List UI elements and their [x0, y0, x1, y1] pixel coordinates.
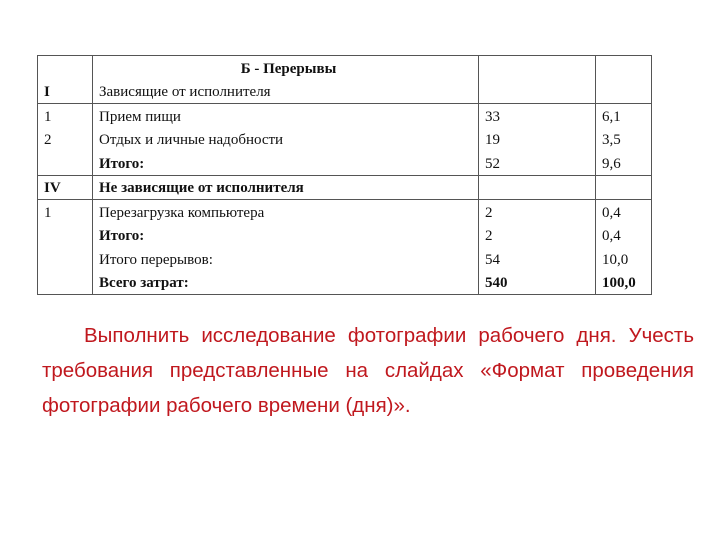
row-label: Отдых и личные надобности: [93, 128, 479, 152]
breaks-table: [37, 55, 652, 295]
row-label: Итого:: [93, 224, 479, 248]
row-number: 2: [38, 128, 93, 152]
table-row: [38, 200, 652, 224]
row-label: Итого:: [93, 151, 479, 175]
row-value: [479, 175, 596, 200]
row-number: I: [38, 80, 93, 104]
row-percent: 0,4: [596, 200, 652, 224]
table-row: [38, 271, 652, 295]
row-percent: [596, 80, 652, 104]
table-row: [38, 104, 652, 128]
row-percent: 3,5: [596, 128, 652, 152]
row-number: [38, 247, 93, 271]
row-label: Зависящие от исполнителя: [93, 80, 479, 104]
row-value: 19: [479, 128, 596, 152]
row-number: [38, 224, 93, 248]
row-label: Перезагрузка компьютера: [93, 200, 479, 224]
row-percent: 6,1: [596, 104, 652, 128]
row-number: IV: [38, 175, 93, 200]
table-row: [38, 151, 652, 175]
row-label: Не зависящие от исполнителя: [93, 175, 479, 200]
row-value: 2: [479, 224, 596, 248]
row-value: 33: [479, 104, 596, 128]
row-percent: 10,0: [596, 247, 652, 271]
table-header-row: [38, 56, 652, 80]
row-percent: 9,6: [596, 151, 652, 175]
row-percent: 0,4: [596, 224, 652, 248]
row-value: 2: [479, 200, 596, 224]
table-row: [38, 247, 652, 271]
row-number: 1: [38, 200, 93, 224]
row-number: [38, 151, 93, 175]
row-label: Всего затрат:: [93, 271, 479, 295]
table-row: [38, 128, 652, 152]
row-label: Итого перерывов:: [93, 247, 479, 271]
table-row: [38, 175, 652, 200]
row-percent: 100,0: [596, 271, 652, 295]
row-percent: [596, 175, 652, 200]
row-number: 1: [38, 104, 93, 128]
row-value: 54: [479, 247, 596, 271]
row-value: 540: [479, 271, 596, 295]
assignment-note: Выполнить исследование фотографии рабочего дня. Учесть требования представленные на слайдах «Формат проведения фотографии рабочего времени (дня)».: [42, 324, 694, 417]
row-number: [38, 271, 93, 295]
row-value: [479, 80, 596, 104]
row-value: 52: [479, 151, 596, 175]
table-row: [38, 80, 652, 104]
table-row: [38, 224, 652, 248]
table-title: Б - Перерывы: [93, 56, 479, 80]
row-label: Прием пищи: [93, 104, 479, 128]
